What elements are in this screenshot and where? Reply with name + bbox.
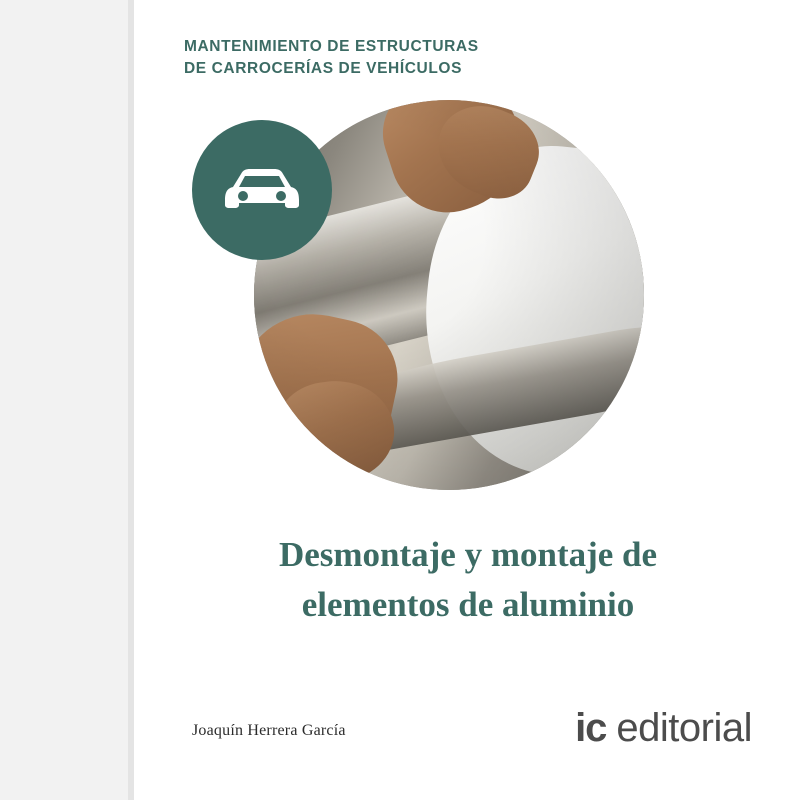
- cover-page: [134, 0, 800, 800]
- spine-strip: [0, 0, 128, 800]
- page-title-line1: Desmontaje y montaje de: [278, 535, 658, 574]
- series-title-line2: DE CARROCERÍAS DE VEHÍCULOS: [184, 60, 463, 77]
- publisher-logo: [575, 706, 752, 751]
- publisher-logo-word: editorial: [616, 706, 752, 750]
- publisher-logo-mark: ic: [575, 706, 607, 750]
- page-title-line2: elementos de aluminio: [301, 584, 635, 624]
- author-name: Joaquín Herrera García: [192, 722, 346, 739]
- series-title: [184, 36, 704, 80]
- car-icon: [219, 162, 305, 218]
- page-title: [178, 530, 758, 629]
- series-title-line1: MANTENIMIENTO DE ESTRUCTURAS: [184, 38, 479, 55]
- series-badge: [192, 120, 332, 260]
